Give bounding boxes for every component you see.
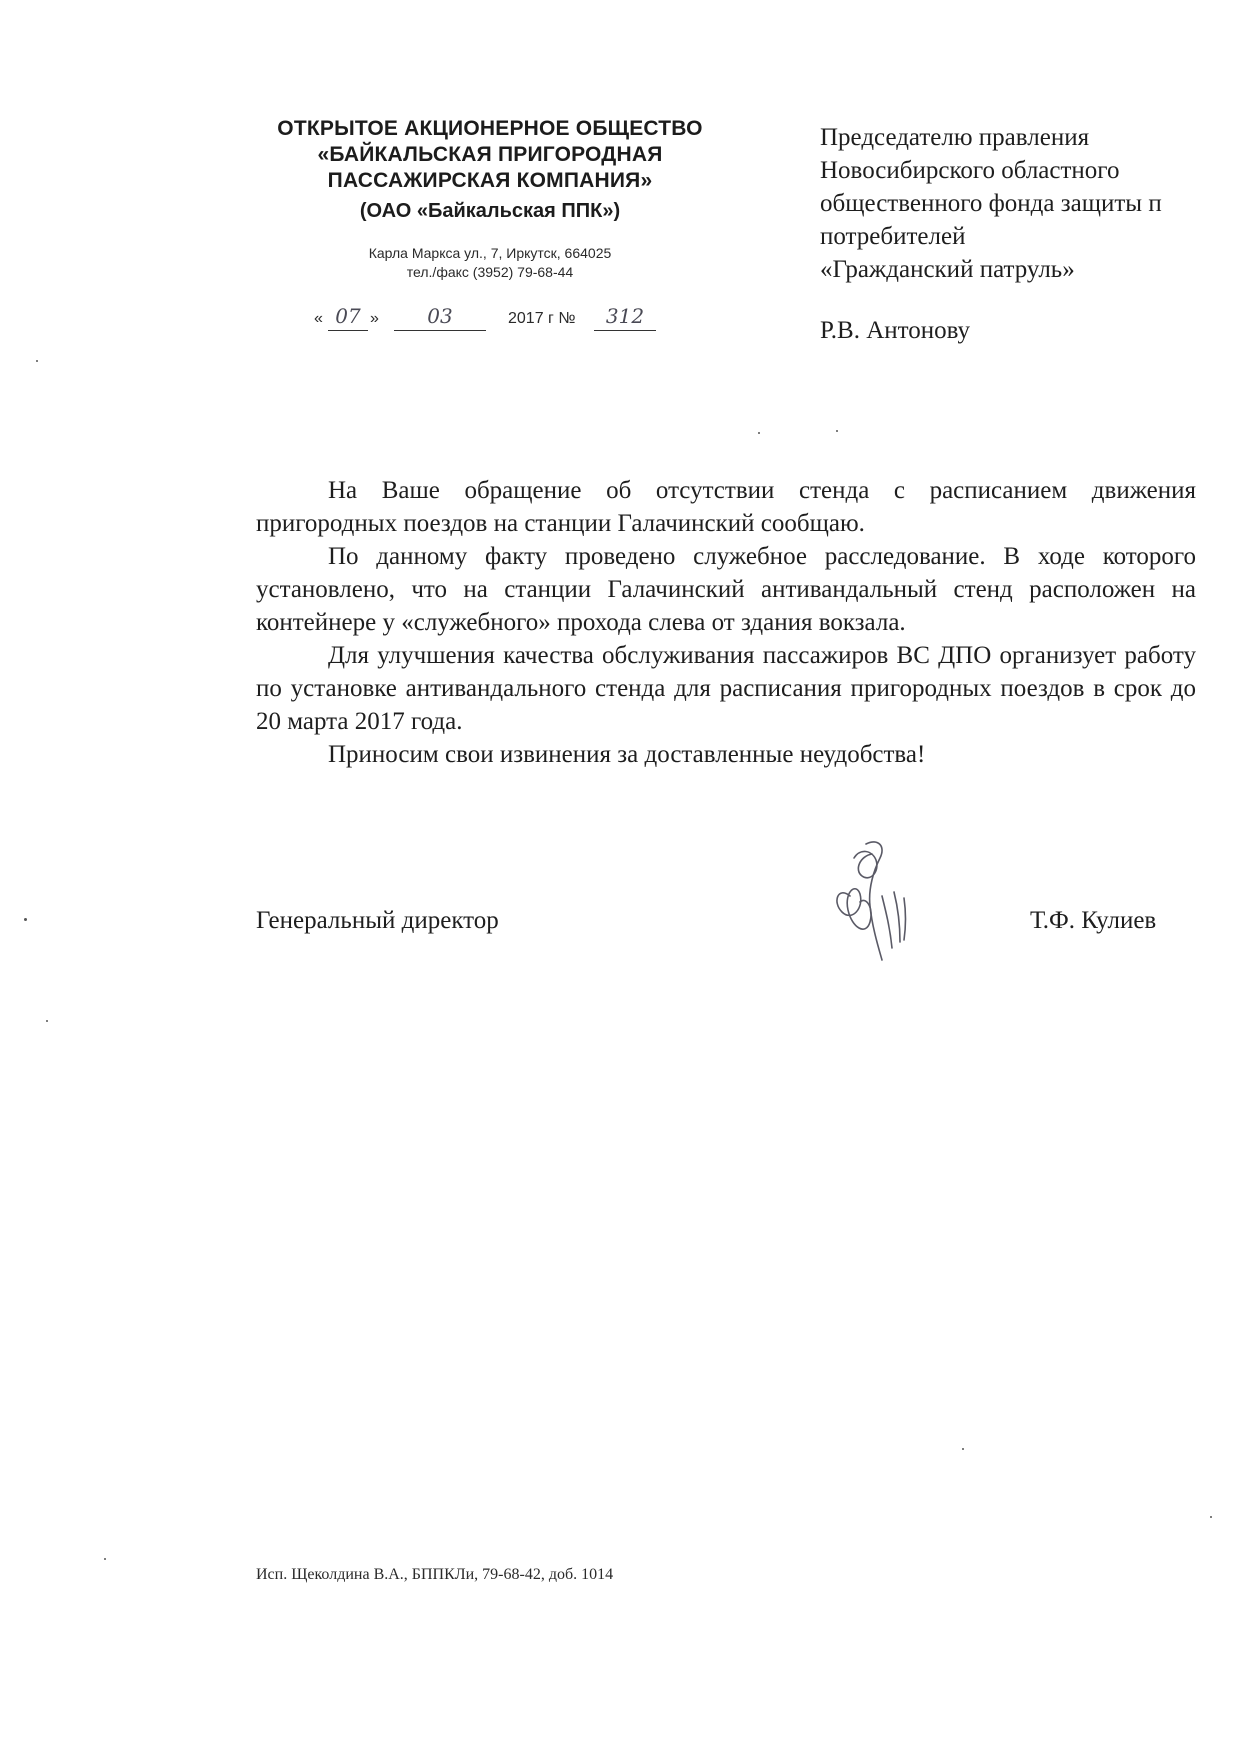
addressee-line-2: Новосибирского областного (820, 157, 1120, 184)
body-paragraph-3: Для улучшения качества обслуживания пассажиров ВС ДПО организует работу по установке антивандального стенда для расписания пригородных поездов в срок до 20 марта 2017 года. (256, 642, 1196, 735)
body-paragraph-1: На Ваше обращение об отсутствии стенда с расписанием движения пригородных поездов на станции Галачинский сообщаю. (256, 477, 1196, 537)
addressee-name: Р.В. Антонову (820, 317, 971, 344)
scan-speck (46, 1020, 48, 1022)
org-name-line-3: ПАССАЖИРСКАЯ КОМПАНИЯ» (327, 169, 653, 192)
org-name-line-1: ОТКРЫТОЕ АКЦИОНЕРНОЕ ОБЩЕСТВО (277, 117, 703, 140)
registration-month: 03 (394, 304, 486, 331)
registration-number: 312 (594, 304, 656, 331)
addressee-block (820, 121, 1240, 347)
signatory-name: Т.Ф. Кулиев (1030, 907, 1157, 934)
signatory-position: Генеральный директор (256, 907, 499, 934)
registration-line (308, 304, 688, 338)
org-address: Карла Маркса ул., 7, Иркутск, 664025 (368, 245, 612, 261)
scan-speck (24, 918, 27, 921)
body-paragraph-2: По данному факту проведено служебное расследование. В ходе которого установлено, что на станции Галачинский антивандальный стенд расположен на контейнере у «служебного» прохода слева от здания вокзала. (256, 543, 1196, 636)
scan-speck (104, 1558, 106, 1560)
addressee-line-3: общественного фонда защиты п (820, 190, 1162, 217)
registration-day: 07 (328, 304, 368, 331)
body-paragraph-4: Приносим свои извинения за доставленные неудобства! (328, 741, 926, 768)
letter-body (256, 474, 1196, 771)
scan-speck (836, 430, 838, 432)
addressee-line-4: потребителей (820, 223, 966, 250)
scan-speck (962, 1448, 964, 1450)
org-short-name: (ОАО «Байкальская ППК») (359, 200, 621, 222)
handwritten-signature (820, 836, 930, 976)
registration-year-label: 2017 г № (508, 310, 576, 327)
executor-note: Исп. Щеколдина В.А., БППКЛи, 79-68-42, доб. 1014 (256, 1566, 614, 1583)
scan-speck (758, 432, 760, 434)
org-name-line-2: «БАЙКАЛЬСКАЯ ПРИГОРОДНАЯ (317, 143, 663, 166)
addressee-line-5: «Гражданский патруль» (820, 256, 1075, 283)
open-quote: « (314, 310, 323, 327)
scan-speck (1210, 1516, 1212, 1518)
letterhead (240, 116, 740, 282)
org-phone: тел./факс (3952) 79-68-44 (406, 264, 574, 280)
addressee-line-1: Председателю правления (820, 124, 1090, 151)
scan-speck (36, 360, 38, 362)
close-quote: » (370, 310, 379, 327)
